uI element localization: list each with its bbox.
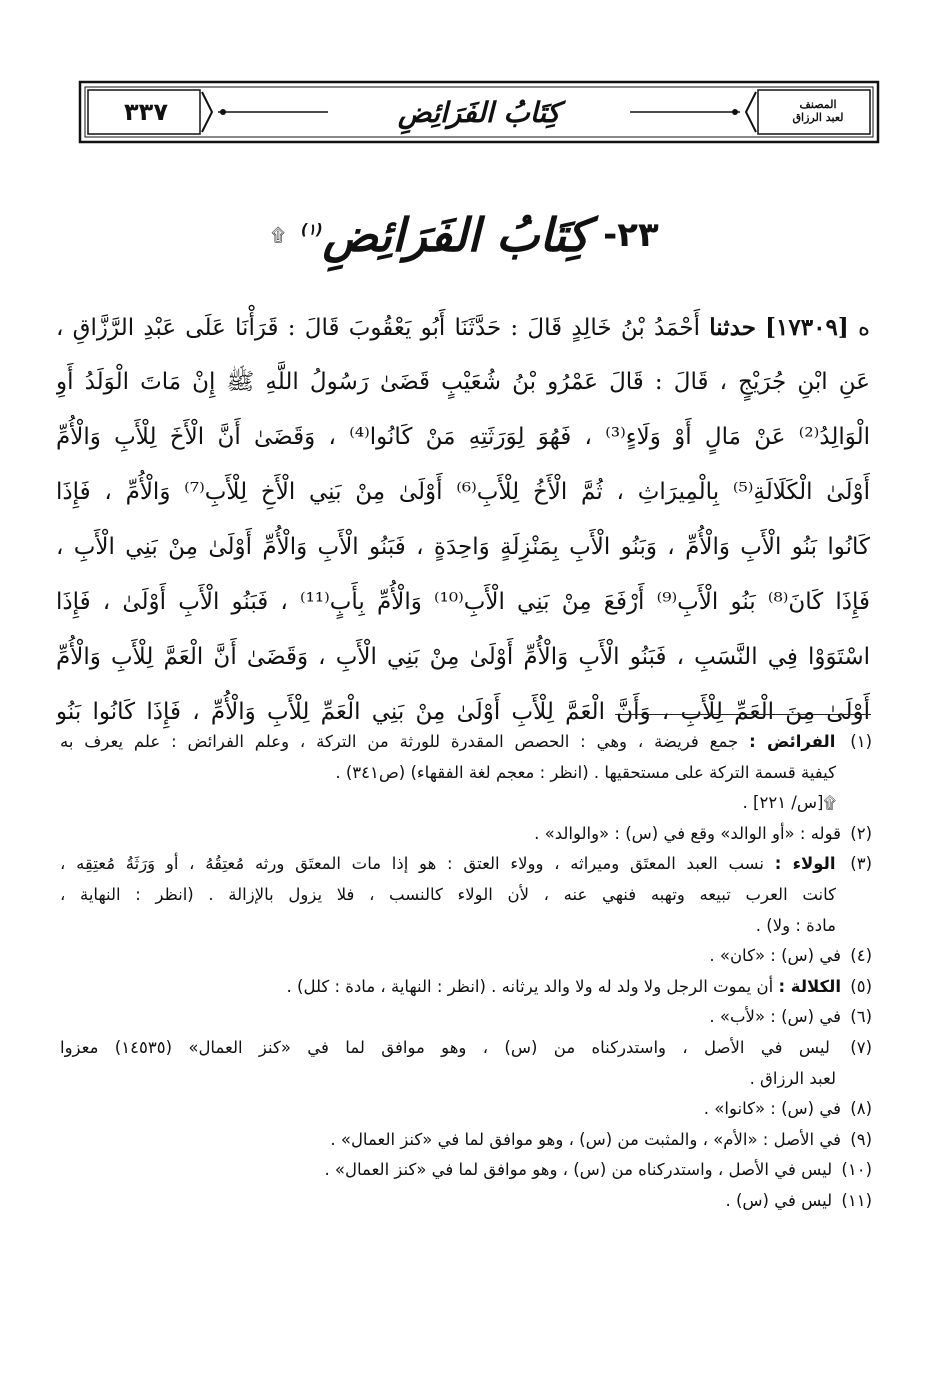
footnote-number: (٥) xyxy=(850,976,872,996)
footnote-text: قوله : «أو الوالد» وقع في (س) : «والوالد» . xyxy=(534,823,841,843)
footnote-line xyxy=(60,1002,872,1033)
footnote-text: لعبد الرزاق . xyxy=(749,1068,836,1088)
footnote-text: أن يموت الرجل ولا ولد له ولا والد يرثانه . (انظر : النهاية ، مادة : كلل) . xyxy=(286,976,774,996)
hadith-line: عَنِ ابْنِ جُرَيْجٍ ، قَالَ : قَالَ عَمْرُو بْنُ شُعَيْبٍ قَضَىٰ رَسُولُ اللَّهِ ﷺ إِنْ مَاتَ الْوَلَدُ أَوِ xyxy=(56,369,870,395)
hadith-line: اسْتَوَوْا فِي النَّسَبِ ، فَبَنُو الْأَبِ وَالْأُمِّ أَوْلَىٰ مِنْ بَنِي الْأَبِ ، وَقَضَىٰ أَنَّ الْعَمَّ لِلْأَبِ وَالْأُمِّ xyxy=(56,644,870,670)
hadith-text xyxy=(56,300,870,740)
footnote-divider xyxy=(615,714,871,715)
footnote-line xyxy=(60,849,872,880)
chapter-marker-icon: ۩ xyxy=(271,224,285,246)
footnote-line xyxy=(60,1094,872,1125)
footnote-number: (١١) xyxy=(841,1190,872,1210)
page-number: ٣٣٧ xyxy=(124,98,168,126)
footnote-number: (٤) xyxy=(850,946,872,966)
footnote-number: (٧) xyxy=(850,1037,872,1057)
hadith-reference-number: [١٧٣٠٩] xyxy=(765,314,849,341)
hadith-line: أَوْلَىٰ الْكَلَالَةِ⁽⁵⁾ بِالْمِيرَاثِ ، ثُمَّ الْأَخُ لِلْأَبِ⁽⁶⁾ أَوْلَىٰ مِنْ بَنِي الْأَخِ لِلْأَبِ⁽⁷⁾ وَالْأُمِّ ، فَإِذَا xyxy=(56,479,870,505)
footnote-term: الولاء : xyxy=(774,854,836,874)
footnote-text: نسب العبد المعتَق وميراثه ، وولاء العتق : هو إذا مات المعتَق ورثه مُعتِقُهُ ، أو وَرَثَةُ مُعتِقِه ، xyxy=(60,854,764,874)
footnote-text: كانت العرب تبيعه وتهبه فنهي عنه ، لأن الولاء كالنسب ، فلا يزول بالإزالة . (انظر : النهاية ، xyxy=(60,884,836,904)
footnote-line xyxy=(60,727,872,758)
running-title: كِتَابُ الفَرَائِضِ xyxy=(397,95,561,129)
page-header xyxy=(78,80,880,144)
footnote-text: ليس في الأصل ، واستدركناه من (س) ، وهو موافق لما في «كنز العمال» . xyxy=(324,1160,833,1180)
footnote-text: ليس في (س) . xyxy=(725,1190,833,1210)
footnote-term: الكلالة : xyxy=(778,976,841,996)
footnote-line xyxy=(60,911,872,942)
footnote-text: في (س) : «لأب» . xyxy=(709,1007,841,1027)
footnote-text: ۩[س/ ٢٢١] . xyxy=(742,793,836,813)
footnote-text: في (س) : «كانوا» . xyxy=(703,1099,841,1119)
footnote-line xyxy=(60,880,872,911)
chapter-footnote-ref: (١) xyxy=(300,220,323,239)
footnote-line xyxy=(60,758,872,789)
hadith-line: فَإِذَا كَانَ⁽⁸⁾ بَنُو الْأَبِ⁽⁹⁾ أَرْفَعَ مِنْ بَنِي الْأَبِ⁽¹⁰⁾ وَالْأُمِّ بِأَبٍ⁽¹¹⁾ ، فَبَنُو الْأَبِ أَوْلَىٰ ، فَإِذَا xyxy=(56,589,870,615)
chapter-name-text: كِتَابُ الفَرَائِضِ xyxy=(322,208,590,262)
hadith-line: الْوَالِدُ⁽²⁾ عَنْ مَالٍ أَوْ وَلَاءٍ⁽³⁾ ، فَهُوَ لِوَرَثَتِهِ مَنْ كَانُوا⁽⁴⁾ ، وَقَضَىٰ أَنَّ الْأَخَ لِلْأَبِ وَالْأُمِّ xyxy=(56,424,870,450)
hadith-line xyxy=(56,300,870,355)
footnote-text: جمع فريضة ، وهي : الحصص المقدرة للورثة من التركة ، وعلم الفرائض : علم يعرف به xyxy=(60,732,739,751)
footnote-text: ليس في الأصل ، واستدركناه من (س) ، وهو موافق لما في «كنز العمال» (١٤٥٣٥) معزوا xyxy=(60,1037,830,1057)
footnote-text: كيفية قسمة التركة على مستحقيها . (انظر : معجم لغة الفقهاء) (ص٣٤١) . xyxy=(335,762,836,782)
footnote-number: (٩) xyxy=(850,1129,872,1149)
footnote-line xyxy=(60,1064,872,1095)
haddathana-keyword: حدثنا xyxy=(709,314,756,341)
book-logo-line1: المصنف xyxy=(799,98,837,112)
hadith-line: كَانُوا بَنُو الْأَبِ وَالْأُمِّ ، وَبَنُو الْأَبِ بِمَنْزِلَةٍ وَاحِدَةٍ ، فَبَنُو الْأَبِ وَالْأُمِّ أَوْلَىٰ مِنْ بَنِي الْأَبِ ، xyxy=(56,534,870,560)
footnote-line xyxy=(60,1125,872,1156)
footnote-number: (٢) xyxy=(850,823,872,843)
footnote-line xyxy=(60,1186,872,1217)
chapter-number: ٢٣- xyxy=(603,215,659,255)
chapter-name xyxy=(301,208,589,262)
footnotes xyxy=(60,727,872,1217)
footnote-number: (١) xyxy=(850,732,872,751)
footnote-number: (٦) xyxy=(850,1007,872,1027)
footnote-text: في (س) : «كان» . xyxy=(709,946,841,966)
footnote-text: مادة : ولا) . xyxy=(755,915,836,935)
footnote-line xyxy=(60,941,872,972)
footnote-line xyxy=(60,1033,872,1064)
footnote-term: الفرائض : xyxy=(749,732,836,751)
chapter-title xyxy=(0,196,930,274)
footnote-number: (١٠) xyxy=(841,1160,872,1180)
footnote-line xyxy=(60,972,872,1003)
footnote-line xyxy=(60,788,872,819)
book-logo xyxy=(770,88,866,136)
hadith-marker: ه xyxy=(857,315,870,341)
hadith-line-text: أَحْمَدُ بْنُ خَالِدٍ قَالَ : حَدَّثَنَا أَبُو يَعْقُوبَ قَالَ : قَرَأْنَا عَلَى عَبْدِ الرَّزَّاقِ ، xyxy=(56,315,701,341)
footnote-line xyxy=(60,819,872,850)
footnote-number: (٨) xyxy=(850,1099,872,1119)
footnote-text: في الأصل : «الأم» ، والمثبت من (س) ، وهو موافق لما في «كنز العمال» . xyxy=(330,1129,841,1149)
footnote-line xyxy=(60,1155,872,1186)
footnote-number: (٣) xyxy=(850,854,872,874)
book-logo-line2: لعبد الرزاق xyxy=(792,111,844,124)
hadith-line: أَوْلَىٰ مِنَ الْعَمِّ لِلْأَبِ ، وَأَنَّ الْعَمَّ لِلْأَبِ أَوْلَىٰ مِنْ بَنِي الْعَمِّ لِلْأَبِ وَالْأُمِّ ، فَإِذَا كَانُوا بَنُو xyxy=(56,699,870,725)
